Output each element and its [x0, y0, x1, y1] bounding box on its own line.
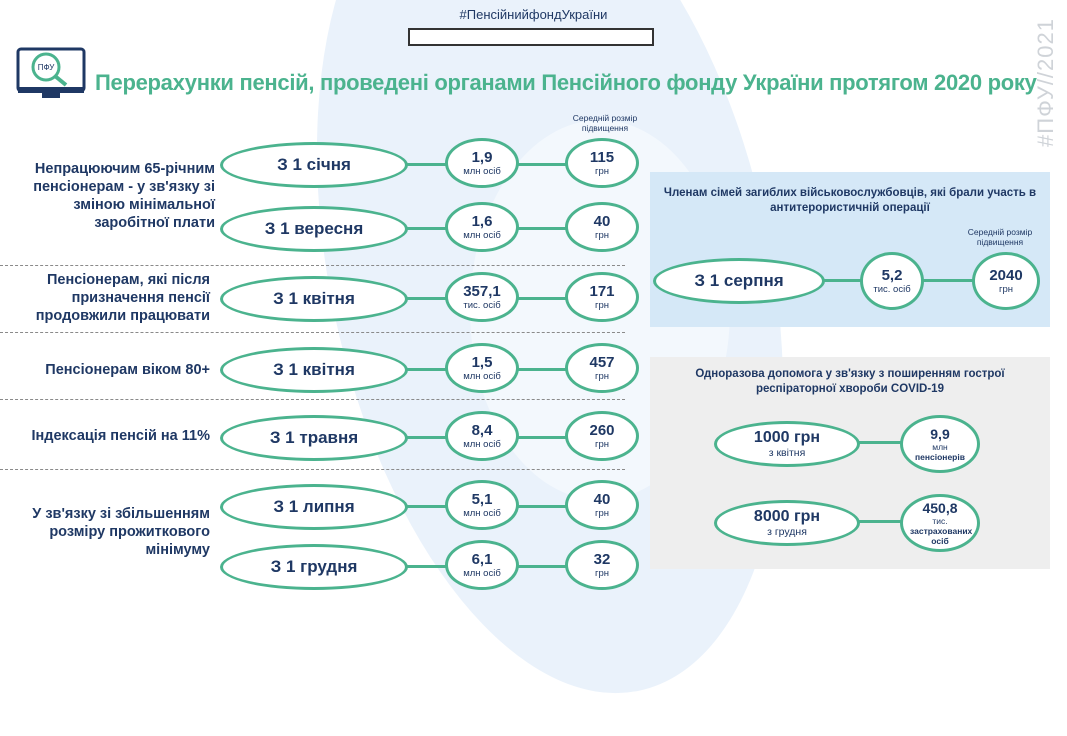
hashtag: #ПенсійнийфондУкраїни [459, 7, 608, 22]
covid-panel [650, 357, 1050, 569]
date-pill: З 1 квітня [220, 347, 408, 393]
divider [0, 332, 625, 333]
date-pill: З 1 серпня [653, 258, 825, 304]
increase-circle: 171 грн [565, 272, 639, 322]
count-circle: 5,1 млн осіб [445, 480, 519, 530]
divider [0, 469, 625, 470]
increase-circle: 40 грн [565, 480, 639, 530]
count-circle: 1,5 млн осіб [445, 343, 519, 393]
increase-circle: 32 грн [565, 540, 639, 590]
covid-panel-title: Одноразова допомога у зв'язку з поширенням гострої респіраторної хвороби COVID-19 [695, 368, 1005, 395]
amount-pill: 8000 грн з грудня [714, 500, 860, 546]
row-label-80plus: Пенсіонерам віком 80+ [45, 362, 210, 378]
military-panel [650, 172, 1050, 327]
increase-circle: 40 грн [565, 202, 639, 252]
hashtag-bar [408, 28, 654, 46]
date-pill: З 1 травня [220, 415, 408, 461]
date-pill: З 1 грудня [220, 544, 408, 590]
row-label-subsistence: У зв'язку зі збільшенням розміру прожиткового мінімуму [32, 506, 210, 558]
date-pill: З 1 вересня [220, 206, 408, 252]
row-label-65: Непрацюючим 65-річним пенсіонерам - у зв'язку зі зміною мінімальної заробітної плати [33, 161, 215, 231]
count-circle: 6,1 млн осіб [445, 540, 519, 590]
count-circle: 1,6 млн осіб [445, 202, 519, 252]
date-pill: З 1 січня [220, 142, 408, 188]
military-avg-header: Середній розмір підвищення [967, 227, 1033, 247]
increase-circle: 260 грн [565, 411, 639, 461]
divider [0, 399, 625, 400]
row-label-working: Пенсіонерам, які після призначення пенсії продовжили працювати [35, 272, 210, 324]
military-panel-title: Членам сімей загиблих військовослужбовців, які брали участь в антитерористичній операції [663, 187, 1037, 214]
vertical-tag: #ПФУ//2021 [1033, 18, 1058, 147]
count-circle: 450,8 тис. застрахованих осіб [900, 494, 980, 552]
count-circle: 5,2 тис. осіб [860, 252, 924, 310]
amount-pill: 1000 грн з квітня [714, 421, 860, 467]
page-title: Перерахунки пенсій, проведені органами Пенсійного фонду України протягом 2020 року [95, 70, 1037, 95]
count-circle: 357,1 тис. осіб [445, 272, 519, 322]
count-circle: 8,4 млн осіб [445, 411, 519, 461]
divider [0, 265, 625, 266]
date-pill: З 1 квітня [220, 276, 408, 322]
pfu-logo [16, 45, 88, 101]
count-circle: 1,9 млн осіб [445, 138, 519, 188]
row-label-indexation: Індексація пенсій на 11% [31, 428, 210, 444]
avg-increase-header: Середній розмір підвищення [572, 113, 638, 133]
increase-circle: 2040 грн [972, 252, 1040, 310]
date-pill: З 1 липня [220, 484, 408, 530]
increase-circle: 457 грн [565, 343, 639, 393]
logo-text: ПФУ [37, 63, 55, 72]
count-circle: 9,9 млн пенсіонерів [900, 415, 980, 473]
increase-circle: 115 грн [565, 138, 639, 188]
